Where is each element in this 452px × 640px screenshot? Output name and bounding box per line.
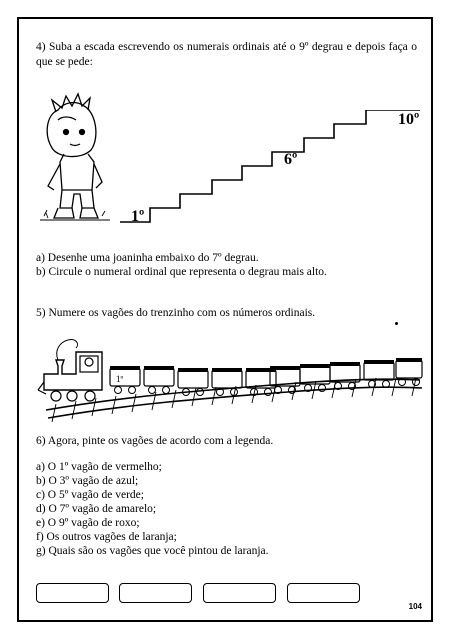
first-wagon-label: 1º [116, 374, 124, 384]
question-6-item: d) O 7º vagão de amarelo; [36, 503, 157, 515]
answer-box-2[interactable] [119, 583, 192, 603]
question-6-item: a) O 1º vagão de vermelho; [36, 461, 162, 473]
answer-box-3[interactable] [203, 583, 276, 603]
staircase [120, 110, 430, 235]
step-1-label: 1º [131, 208, 145, 225]
question-6-prompt: 6) Agora, pinte os vagões de acordo com a legenda. [36, 435, 274, 447]
question-5-prompt: 5) Numere os vagões do trenzinho com os números ordinais. [36, 307, 316, 319]
step-6-label: 6º [284, 151, 298, 168]
question-6-item: e) O 9º vagão de roxo; [36, 517, 140, 529]
stray-dot [395, 322, 398, 325]
question-6-item: f) Os outros vagões de laranja; [36, 531, 177, 543]
page-number: 104 [408, 602, 422, 611]
question-6-item: g) Quais são os vagões que você pintou de laranja. [36, 545, 269, 557]
child-illustration [36, 90, 116, 230]
question-4-item-b: b) Circule o numeral ordinal que representa o degrau mais alto. [36, 266, 327, 278]
question-6-item: b) O 3º vagão de azul; [36, 475, 139, 487]
question-4-prompt: 4) Suba a escada escrevendo os numerais ordinais até o 9º degrau e depois faça o que se pede: [36, 41, 417, 68]
step-10-label: 10º [398, 111, 420, 128]
question-6-item: c) O 5º vagão de verde; [36, 489, 144, 501]
train-illustration [36, 330, 426, 425]
question-4-item-a: a) Desenhe uma joaninha embaixo do 7º degrau. [36, 252, 259, 264]
answer-box-4[interactable] [287, 583, 360, 603]
answer-box-1[interactable] [36, 583, 109, 603]
